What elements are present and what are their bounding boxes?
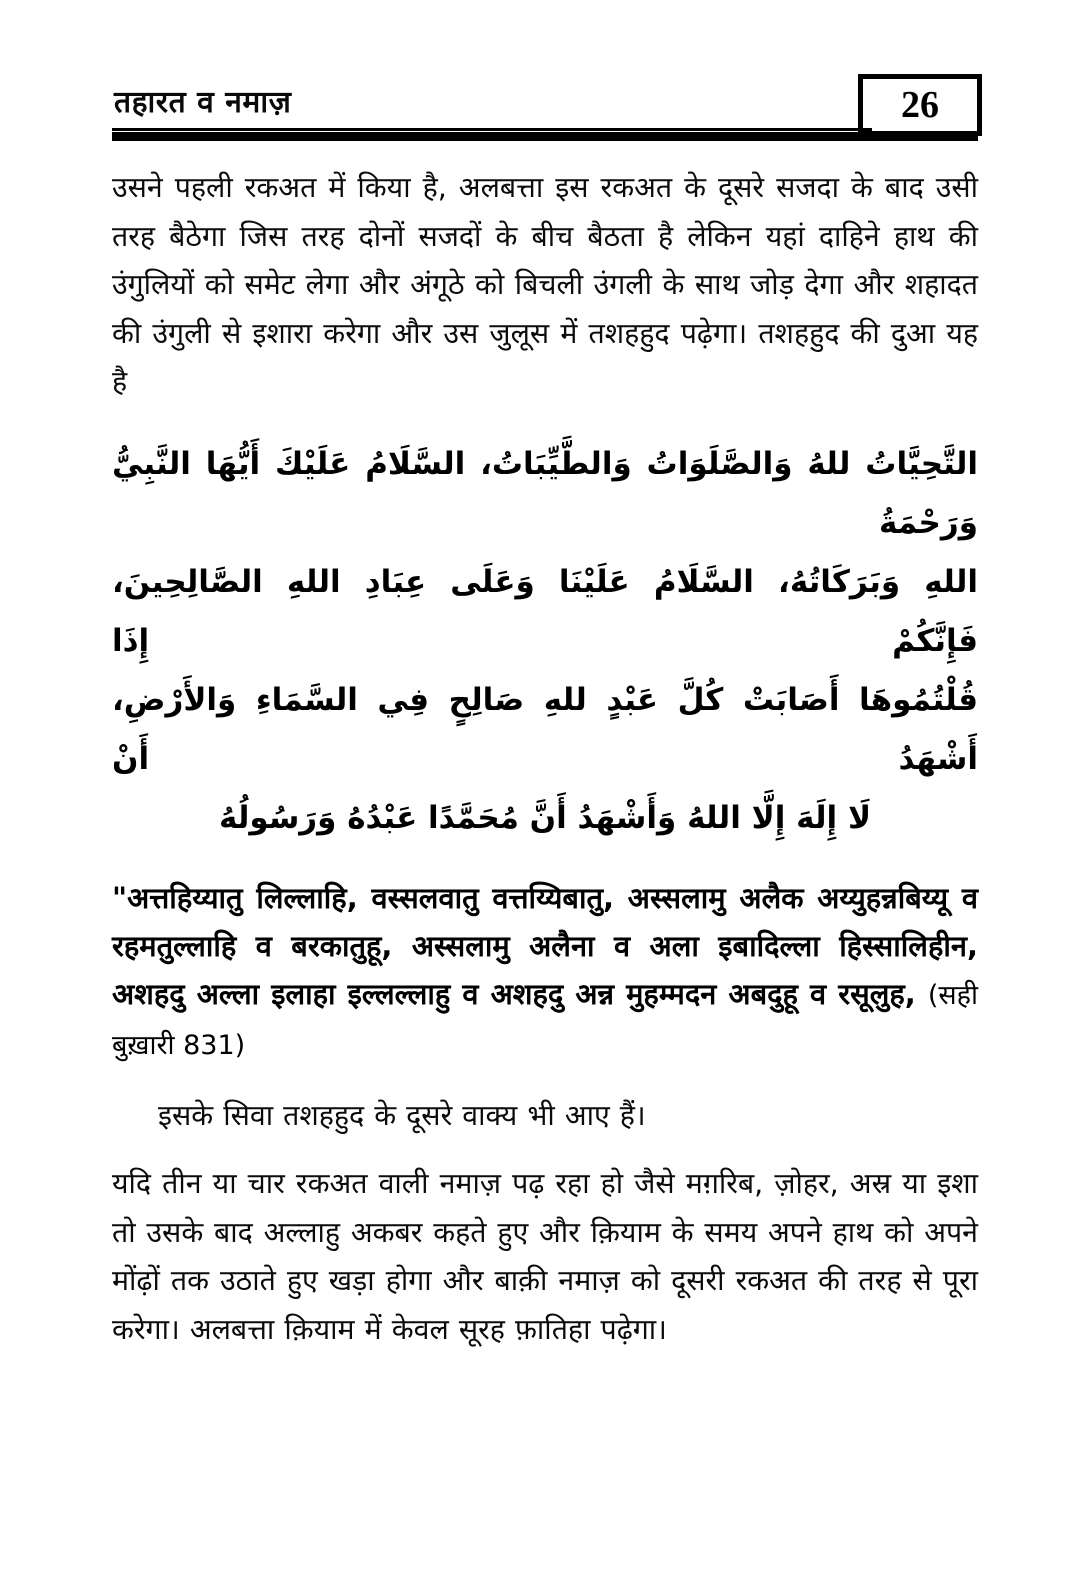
arabic-line-2: اللهِ وَبَرَكَاتُهُ، السَّلَامُ عَلَيْنَا وَعَلَى عِبَادِ اللهِ الصَّالِحِينَ، فَإِنَّكُمْ إِذَا	[112, 563, 978, 659]
arabic-line-4: لَا إِلَهَ إِلَّا اللهُ وَأَشْهَدُ أَنَّ مُحَمَّدًا عَبْدُهُ وَرَسُولُهُ	[218, 799, 872, 836]
page-number: 26	[901, 84, 939, 126]
page-content	[112, 74, 978, 1354]
paragraph-final: यदि तीन या चार रकअत वाली नमाज़ पढ़ रहा हो जैसे मग़रिब, ज़ोहर, अस्र या इशा तो उसके बाद अल्लाहु अकबर कहते हुए और क़ियाम के समय अपने हाथ को अपने मोंढ़ों तक उठाते हुए खड़ा होगा और बाक़ी नमाज़ को दूसरी रकअत की तरह से पूरा करेगा। अलबत्ता क़ियाम में केवल सूरह फ़ातिहा पढ़ेगा।	[112, 1167, 978, 1346]
header-rule	[112, 132, 978, 141]
arabic-line-1: التَّحِيَّاتُ للهُ وَالصَّلَوَاتُ وَالطَّيِّبَاتُ، السَّلَامُ عَلَيْكَ أَيُّهَا النَّبِيُّ وَرَحْمَةُ	[112, 445, 978, 541]
paragraph-note: इसके सिवा तशहहुद के दूसरे वाक्य भी आए हैं।	[158, 1098, 646, 1132]
page-number-box	[858, 74, 982, 136]
arabic-line-3: قُلْتُمُوهَا أَصَابَتْ كُلَّ عَبْدٍ للهِ صَالِحٍ فِي السَّمَاءِ وَالأَرْضِ، أَشْهَدُ أَنْ	[112, 681, 978, 777]
header-rule-thin	[112, 128, 872, 131]
book-running-title: तहारत व नमाज़	[114, 85, 292, 120]
page-header	[112, 74, 978, 142]
arabic-tashahhud-block	[112, 435, 978, 848]
hadith-citation: (सही बुख़ारी 831)	[112, 979, 978, 1061]
transliteration-text: "अत्तहिय्यातु लिल्लाहि, वस्सलवातु वत्तय्यिबातु, अस्सलामु अलैक अय्युहन्नबिय्यू व रहमतुल्लाहि व बरकातुहू, अस्सलामु अलैना व अला इबादिल्ला हिस्सालिहीन, अशहदु अल्ला इलाहा इल्लल्लाहु व अशहदु अन्न मुहम्मदन अबदुहू व रसूलुह,	[112, 880, 978, 1011]
paragraph-continuation: उसने पहली रकअत में किया है, अलबत्ता इस रकअत के दूसरे सजदा के बाद उसी तरह बैठेगा जिस तरह दोनों सजदों के बीच बैठता है लेकिन यहां दाहिने हाथ की उंगुलियों को समेट लेगा और अंगूठे को बिचली उंगली के साथ जोड़ देगा और शहादत की उंगुली से इशारा करेगा और उस जुलूस में तशहहुद पढ़ेगा। तशहहुद की दुआ यह है	[112, 171, 978, 398]
transliteration-block	[112, 874, 978, 1070]
